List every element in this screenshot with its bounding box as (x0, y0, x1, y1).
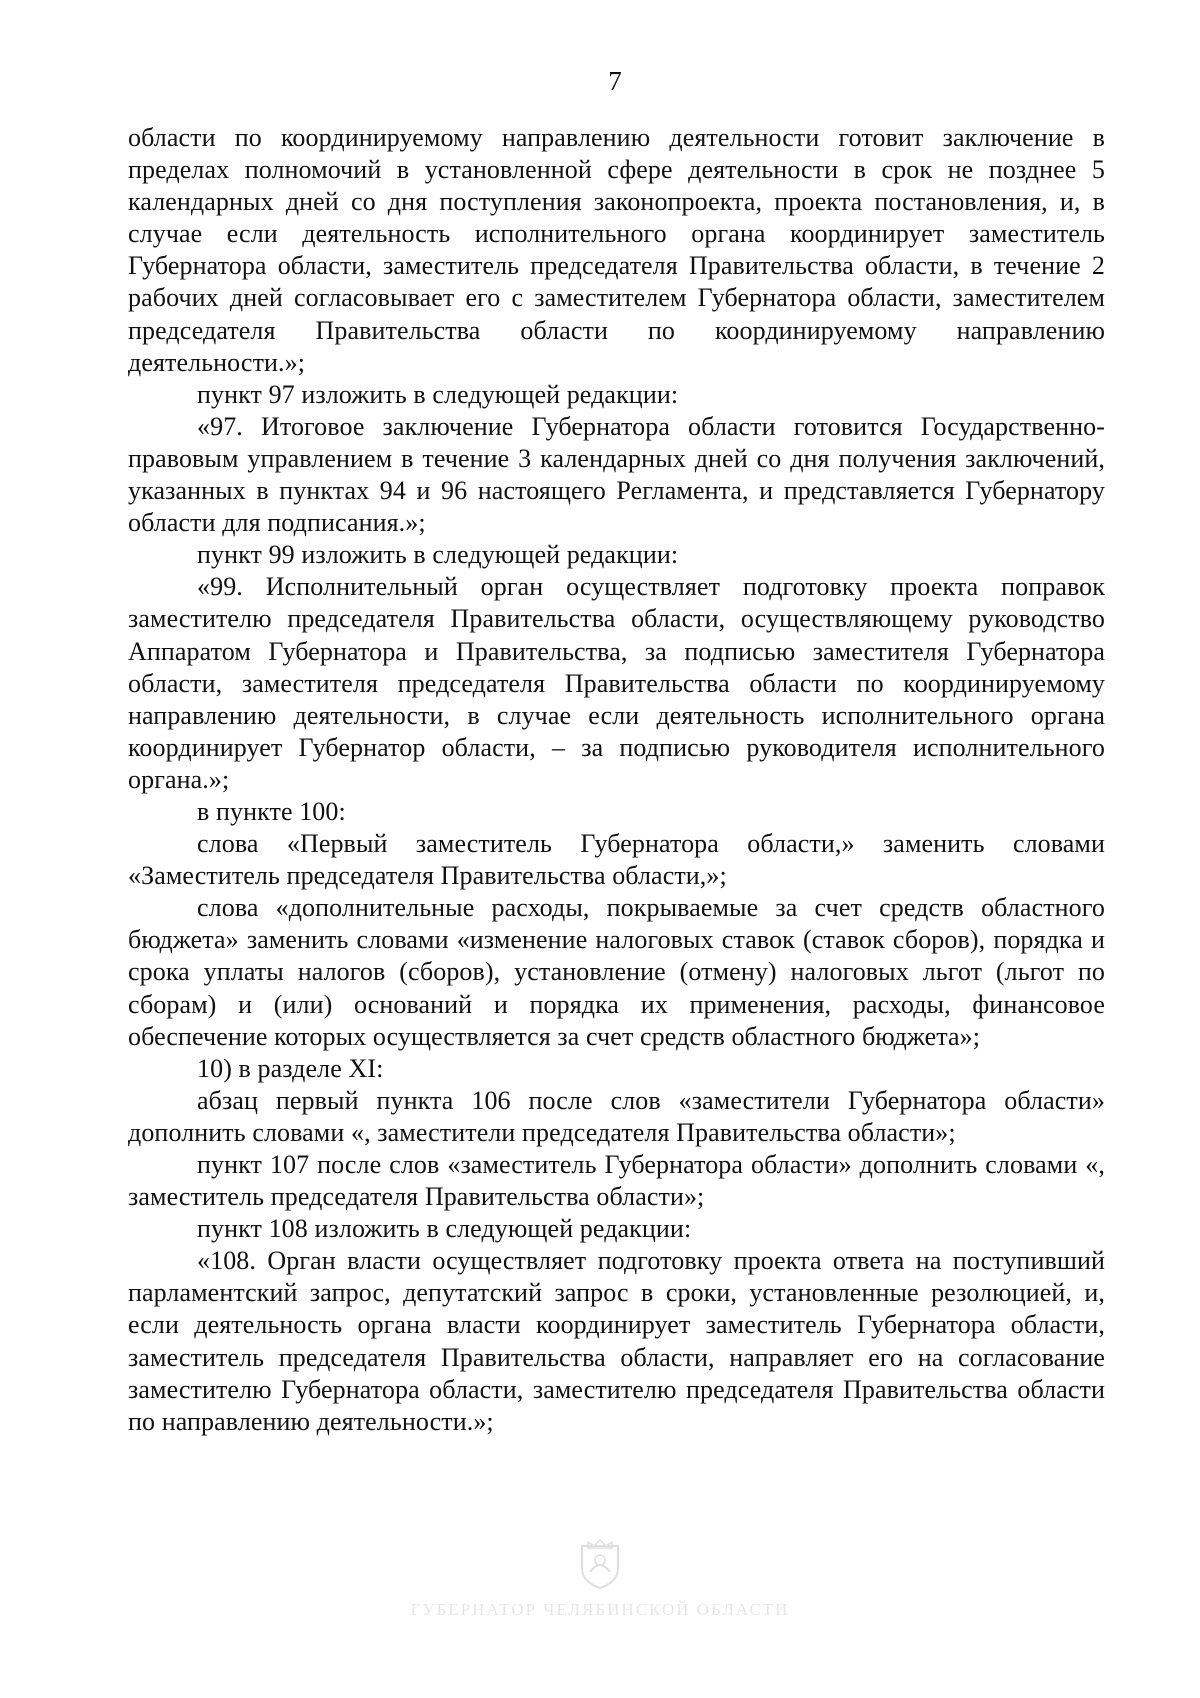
paragraph: пункт 97 изложить в следующей редакции: (197, 379, 679, 409)
paragraph: пункт 108 изложить в следующей редакции: (197, 1214, 692, 1244)
coat-of-arms-icon (578, 1538, 622, 1590)
paragraph: «99. Исполнительный орган осуществляет подготовку проекта поправок заместителю председателя Правительства области, осуществляющему руководство Аппаратом Губернатора и Правительства, за подписью заместителя Губернатора области, заместителя председателя Правительства области по координируемому направлению деятельности, в случае если деятельность исполнительного органа координирует Губернатор области, – за подписью руководителя исполнительного органа.»; (128, 572, 1105, 794)
page-number: 7 (608, 66, 622, 96)
document-body (128, 122, 1105, 1438)
paragraph: абзац первый пункта 106 после слов «заместители Губернатора области» дополнить словами «, заместители председателя Правительства области»; (128, 1085, 1105, 1147)
paragraph: слова «дополнительные расходы, покрываемые за счет средств областного бюджета» заменить словами «изменение налоговых ставок (ставок сборов), порядка и срока уплаты налогов (сборов), установление (отмену) налоговых льгот (льгот по сборам) и (или) оснований и порядка их применения, расходы, финансовое обеспечение которых осуществляется за счет средств областного бюджета»; (128, 893, 1105, 1051)
paragraph: «108. Орган власти осуществляет подготовку проекта ответа на поступивший парламентский запрос, депутатский запрос в сроки, установленные резолюцией, и, если деятельность органа власти координирует заместитель Губернатора области, заместитель председателя Правительства области, направляет его на согласование заместителю Губернатора области, заместителю председателя Правительства области по направлению деятельности.»; (128, 1246, 1105, 1436)
paragraph: пункт 107 после слов «заместитель Губернатора области» дополнить словами «, заместитель председателя Правительства области»; (128, 1150, 1105, 1212)
watermark (0, 1538, 1200, 1638)
paragraph: области по координируемому направлению деятельности готовит заключение в пределах полномочий в установленной сфере деятельности в срок не позднее 5 календарных дней со дня поступления законопроекта, проекта постановления, и, в случае если деятельность исполнительного органа координирует заместитель Губернатора области, заместитель председателя Правительства области, в течение 2 рабочих дней согласовывает его с заместителем Губернатора области, заместителем председателя Правительства области по координируемому направлению деятельности.»; (128, 123, 1105, 377)
paragraph: «97. Итоговое заключение Губернатора области готовится Государственно-правовым управлением в течение 3 календарных дней со дня получения заключений, указанных в пунктах 94 и 96 настоящего Регламента, и представляется Губернатору области для подписания.»; (128, 411, 1105, 538)
paragraph: пункт 99 изложить в следующей редакции: (197, 540, 679, 570)
watermark-text: ГУБЕРНАТОР ЧЕЛЯБИНСКОЙ ОБЛАСТИ (410, 1600, 790, 1619)
paragraph: в пункте 100: (197, 796, 346, 826)
paragraph: слова «Первый заместитель Губернатора области,» заменить словами «Заместитель председателя Правительства области,»; (128, 829, 1105, 891)
paragraph: 10) в разделе XI: (197, 1053, 384, 1083)
